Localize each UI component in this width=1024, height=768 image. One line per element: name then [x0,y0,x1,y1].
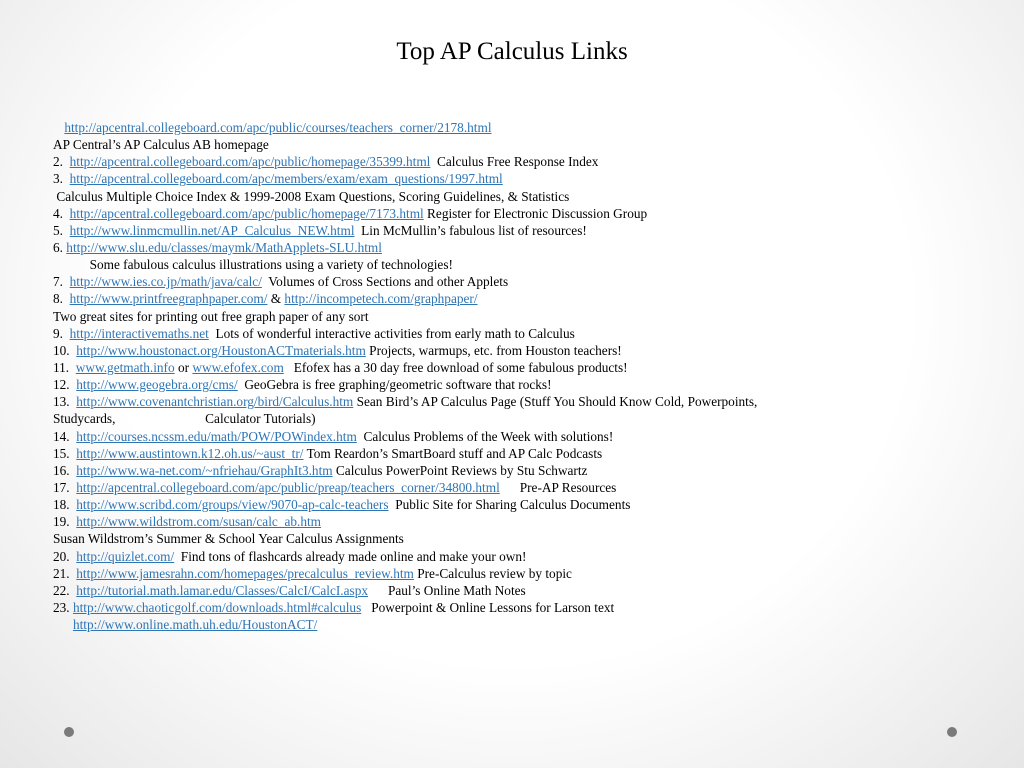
line-text: 17. [53,479,77,495]
resource-link[interactable]: http://tutorial.math.lamar.edu/Classes/CalcI/CalcI.aspx [76,582,369,598]
line-text: Calculus Multiple Choice Index & 1999-2008 Exam Questions, Scoring Guidelines, & Statistics [53,188,570,204]
line-text: 5. [53,222,70,238]
line-text: AP Central’s AP Calculus AB homepage [53,137,269,153]
list-line [53,599,953,616]
line-text: Pre-AP Resources [499,479,617,495]
line-text: Two great sites for printing out free graph paper of any sort [53,308,369,324]
resource-link[interactable]: http://quizlet.com/ [76,548,175,564]
links-list [53,119,953,633]
line-text: Projects, warmups, etc. from Houston teachers! [365,342,622,358]
list-line [53,359,953,376]
list-line [53,136,953,153]
list-line [53,410,953,427]
page-title: Top AP Calculus Links [396,38,628,65]
line-text [53,617,73,632]
list-line [53,565,953,582]
list-line [53,222,953,239]
line-text: Efofex has a 30 day free download of some fabulous products! [283,359,628,375]
list-line [53,479,953,496]
list-line [53,170,953,187]
line-text: Powerpoint & Online Lessons for Larson text [361,599,615,615]
list-line [53,153,953,170]
line-text: 6. [53,239,67,255]
line-text: Calculus Free Response Index [430,154,599,170]
resource-link[interactable]: http://apcentral.collegeboard.com/apc/public/courses/teachers_corner/2178.html [64,120,492,135]
line-text: 2. [53,154,70,170]
resource-link[interactable]: http://incompetech.com/graphpaper/ [284,291,478,307]
list-line [53,188,953,205]
list-line [53,256,953,273]
list-line [53,582,953,599]
line-text: 13. [53,394,77,410]
resource-link[interactable]: http://www.austintown.k12.oh.us/~aust_tr/ [76,445,304,461]
line-text: Tom Reardon’s SmartBoard stuff and AP Calc Podcasts [303,445,603,461]
line-text: Find tons of flashcards already made online and make your own! [174,548,527,564]
line-text: or [174,359,193,375]
line-text: 8. [53,291,70,307]
resource-link[interactable]: www.efofex.com [192,359,284,375]
line-text: 9. [53,325,70,341]
resource-link[interactable]: http://www.geogebra.org/cms/ [76,377,238,393]
line-text: Volumes of Cross Sections and other Applets [261,274,509,290]
list-line [53,308,953,325]
list-line [53,530,953,547]
line-text: Pre-Calculus review by topic [413,565,572,581]
line-text: 18. [53,497,77,513]
line-text: 22. [53,582,77,598]
line-text: & [267,291,285,307]
list-line [53,445,953,462]
line-text: Some fabulous calculus illustrations using a variety of technologies! [53,257,453,273]
decorative-dot-left [64,727,74,737]
resource-link[interactable]: http://apcentral.collegeboard.com/apc/members/exam/exam_questions/1997.html [69,171,503,187]
list-line [53,496,953,513]
resource-link[interactable]: www.getmath.info [75,359,175,375]
resource-link[interactable]: http://www.wa-net.com/~nfriehau/GraphIt3.htm [76,462,333,478]
line-text: 4. [53,205,70,221]
line-text: Public Site for Sharing Calculus Documents [388,497,631,513]
list-line [53,376,953,393]
line-text: 3. [53,171,70,187]
line-text: 14. [53,428,77,444]
resource-link[interactable]: http://www.online.math.uh.edu/HoustonACT/ [72,617,318,633]
line-text: Calculus Problems of the Week with solutions! [356,428,614,444]
list-line [53,616,953,633]
line-text: Susan Wildstrom’s Summer & School Year Calculus Assignments [53,531,404,547]
resource-link[interactable]: http://courses.ncssm.edu/math/POW/POWindex.htm [76,428,357,444]
line-text: 12. [53,377,77,393]
list-line [61,119,953,136]
list-line [53,428,953,445]
line-text: Lin McMullin’s fabulous list of resources! [354,222,587,238]
list-line [53,342,953,359]
resource-link[interactable]: http://www.jamesrahn.com/homepages/precalculus_review.htm [76,565,414,581]
line-text: Sean Bird’s AP Calculus Page (Stuff You Should Know Cold, Powerpoints, [353,394,758,410]
list-line [53,273,953,290]
line-text: 19. [53,514,77,530]
list-line [53,290,953,307]
resource-link[interactable]: http://interactivemaths.net [69,325,209,341]
list-line [53,462,953,479]
decorative-dot-right [947,727,957,737]
list-line [53,325,953,342]
list-line [53,513,953,530]
resource-link[interactable]: http://www.scribd.com/groups/view/9070-ap-calc-teachers [76,497,389,513]
line-text: Lots of wonderful interactive activities from early math to Calculus [208,325,575,341]
line-text: 21. [53,565,77,581]
resource-link[interactable]: http://apcentral.collegeboard.com/apc/public/preap/teachers_corner/34800.html [76,479,500,495]
line-text: 15. [53,445,77,461]
resource-link[interactable]: http://www.printfreegraphpaper.com/ [69,291,268,307]
list-line [53,205,953,222]
resource-link[interactable]: http://www.slu.edu/classes/maymk/MathApplets-SLU.html [66,239,382,255]
list-line [53,548,953,565]
resource-link[interactable]: http://www.ies.co.jp/math/java/calc/ [69,274,262,290]
list-line [53,239,953,256]
resource-link[interactable]: http://www.wildstrom.com/susan/calc_ab.htm [76,514,322,530]
line-text: 10. [53,342,77,358]
line-text: 11. [53,359,76,375]
resource-link[interactable]: http://apcentral.collegeboard.com/apc/public/homepage/35399.html [69,154,431,170]
line-text: 23. [53,599,73,615]
line-text: Calculus PowerPoint Reviews by Stu Schwartz [332,462,588,478]
line-text: Studycards, Calculator Tutorials) [53,411,316,427]
list-line [53,393,953,410]
line-text: Paul’s Online Math Notes [368,582,526,598]
line-text: 20. [53,548,77,564]
resource-link[interactable]: http://www.houstonact.org/HoustonACTmaterials.htm [76,342,366,358]
line-text: GeoGebra is free graphing/geometric software that rocks! [237,377,552,393]
resource-link[interactable]: http://apcentral.collegeboard.com/apc/public/homepage/7173.html [69,205,424,221]
line-text: 7. [53,274,70,290]
resource-link[interactable]: http://www.covenantchristian.org/bird/Calculus.htm [76,394,354,410]
line-text: Register for Electronic Discussion Group [423,205,648,221]
resource-link[interactable]: http://www.linmcmullin.net/AP_Calculus_NEW.html [69,222,355,238]
line-text: 16. [53,462,77,478]
resource-link[interactable]: http://www.chaoticgolf.com/downloads.html#calculus [72,599,362,615]
